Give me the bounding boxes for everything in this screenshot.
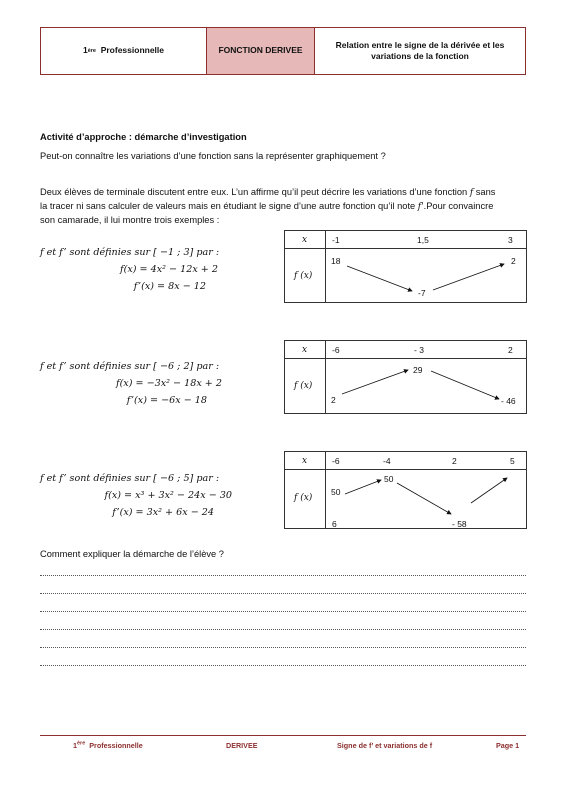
table-3-x-2: -4	[383, 456, 391, 466]
variation-table-1	[284, 230, 527, 303]
table-2-arrow-up	[342, 370, 408, 394]
table-3-x-3: 2	[452, 456, 457, 466]
table-3-f-label: f (x)	[294, 493, 313, 503]
answer-line[interactable]	[40, 647, 526, 648]
example-2-domain: f et f’ sont définies sur [ −6 ; 2] par :	[40, 361, 220, 372]
table-3-x-4: 5	[510, 456, 515, 466]
example-1-formulas	[40, 244, 262, 295]
footer-level-text: Professionnelle	[89, 741, 143, 750]
table-1-x-1: -1	[332, 235, 340, 245]
variation-table-2	[284, 340, 527, 414]
footer-page: Page 1	[496, 741, 520, 750]
table-3-arrow-down	[397, 483, 451, 514]
example-2-fprime: f’(x) = −6x − 18	[126, 395, 207, 406]
table-2-f-label: f (x)	[294, 381, 313, 391]
intro-line-2: la tracer ni sans calculer de valeurs mais en étudiant le signe d’une autre fonction qu’il note	[40, 201, 416, 211]
footer-rule	[40, 735, 526, 736]
page-header	[40, 27, 526, 75]
example-2-formulas	[40, 358, 262, 409]
variation-table-3	[284, 451, 527, 529]
table-3-f-2: 50	[384, 474, 394, 484]
header-level-text: Professionnelle	[100, 45, 165, 56]
table-2-x-3: 2	[508, 345, 513, 355]
table-2-x-label: x	[302, 345, 308, 355]
table-1-arrow-up	[433, 264, 504, 290]
example-3-fprime: f’(x) = 3x² + 6x − 24	[112, 507, 214, 518]
table-3-x-1: -6	[332, 456, 340, 466]
activity-question: Peut-on connaître les variations d’une fonction sans la représenter graphiquement ?	[40, 151, 386, 161]
table-1-arrows	[285, 231, 528, 304]
table-1-f-1: 18	[331, 256, 341, 266]
intro-f: f	[469, 188, 474, 198]
table-3-x-label: x	[302, 456, 308, 466]
header-topic: Relation entre le signe de la dérivée et les variations de la fonction	[335, 39, 505, 61]
table-3-arrow-up-1	[345, 480, 381, 494]
answer-line[interactable]	[40, 611, 526, 612]
answer-line[interactable]	[40, 575, 526, 576]
example-2-f: f(x) = −3x² − 18x + 2	[116, 378, 222, 389]
footer-level-num: 1	[73, 741, 77, 750]
header-level: 1 ère Professionnelle	[41, 28, 207, 74]
table-2-f-1: 2	[331, 395, 336, 405]
intro-paragraph	[40, 186, 530, 227]
table-1-x-3: 3	[508, 235, 513, 245]
footer-level	[73, 741, 143, 750]
footer-topic: Signe de f’ et variations de f	[337, 741, 433, 750]
table-1-x-2: 1,5	[417, 235, 429, 245]
table-1-f-2: -7	[418, 288, 426, 298]
answer-line[interactable]	[40, 629, 526, 630]
activity-title: Activité d’approche : démarche d’investigation	[40, 132, 247, 142]
footer-chapter: DERIVEE	[226, 741, 258, 750]
table-3-f-4: 50	[331, 487, 341, 497]
table-2-x-1: -6	[332, 345, 340, 355]
table-3-f-3: - 58	[452, 519, 467, 529]
table-2-arrow-down	[431, 371, 499, 399]
answer-line[interactable]	[40, 593, 526, 594]
header-level-num: 1	[82, 45, 88, 56]
table-2-f-2: 29	[413, 365, 423, 375]
answer-line[interactable]	[40, 665, 526, 666]
intro-sans: sans	[475, 187, 496, 197]
final-question: Comment expliquer la démarche de l’élève ?	[40, 549, 224, 559]
table-1-f-3: 2	[511, 256, 516, 266]
example-3-f: f(x) = x³ + 3x² − 24x − 30	[104, 490, 232, 501]
table-2-arrows	[285, 341, 528, 415]
intro-line-4: son camarade, il lui montre trois exemples :	[40, 215, 220, 225]
table-3-f-1: 6	[332, 519, 337, 529]
intro-fprime: f'	[417, 202, 424, 212]
example-1-f: f(x) = 4x² − 12x + 2	[120, 264, 218, 275]
intro-line-3: .Pour convaincre	[423, 201, 494, 211]
footer-level-sup: ère	[77, 740, 86, 747]
intro-line-1: Deux élèves de terminale discutent entre eux. L’un affirme qu’il peut décrire les variations d’une fonction	[40, 187, 468, 197]
header-chapter: FONCTION DERIVEE	[207, 28, 315, 74]
table-2-f-3: - 46	[501, 396, 516, 406]
example-3-domain: f et f’ sont définies sur [ −6 ; 5] par :	[40, 473, 220, 484]
table-3-arrow-up-2	[471, 478, 507, 503]
example-3-formulas	[40, 470, 262, 521]
example-1-domain: f et f’ sont définies sur [ −1 ; 3] par :	[40, 247, 220, 258]
table-3-arrows	[285, 452, 528, 530]
example-1-fprime: f’(x) = 8x − 12	[133, 281, 206, 292]
table-1-x-label: x	[302, 235, 308, 245]
table-2-x-2: - 3	[414, 345, 424, 355]
table-1-f-label: f (x)	[294, 271, 313, 281]
table-1-arrow-down	[347, 266, 412, 291]
